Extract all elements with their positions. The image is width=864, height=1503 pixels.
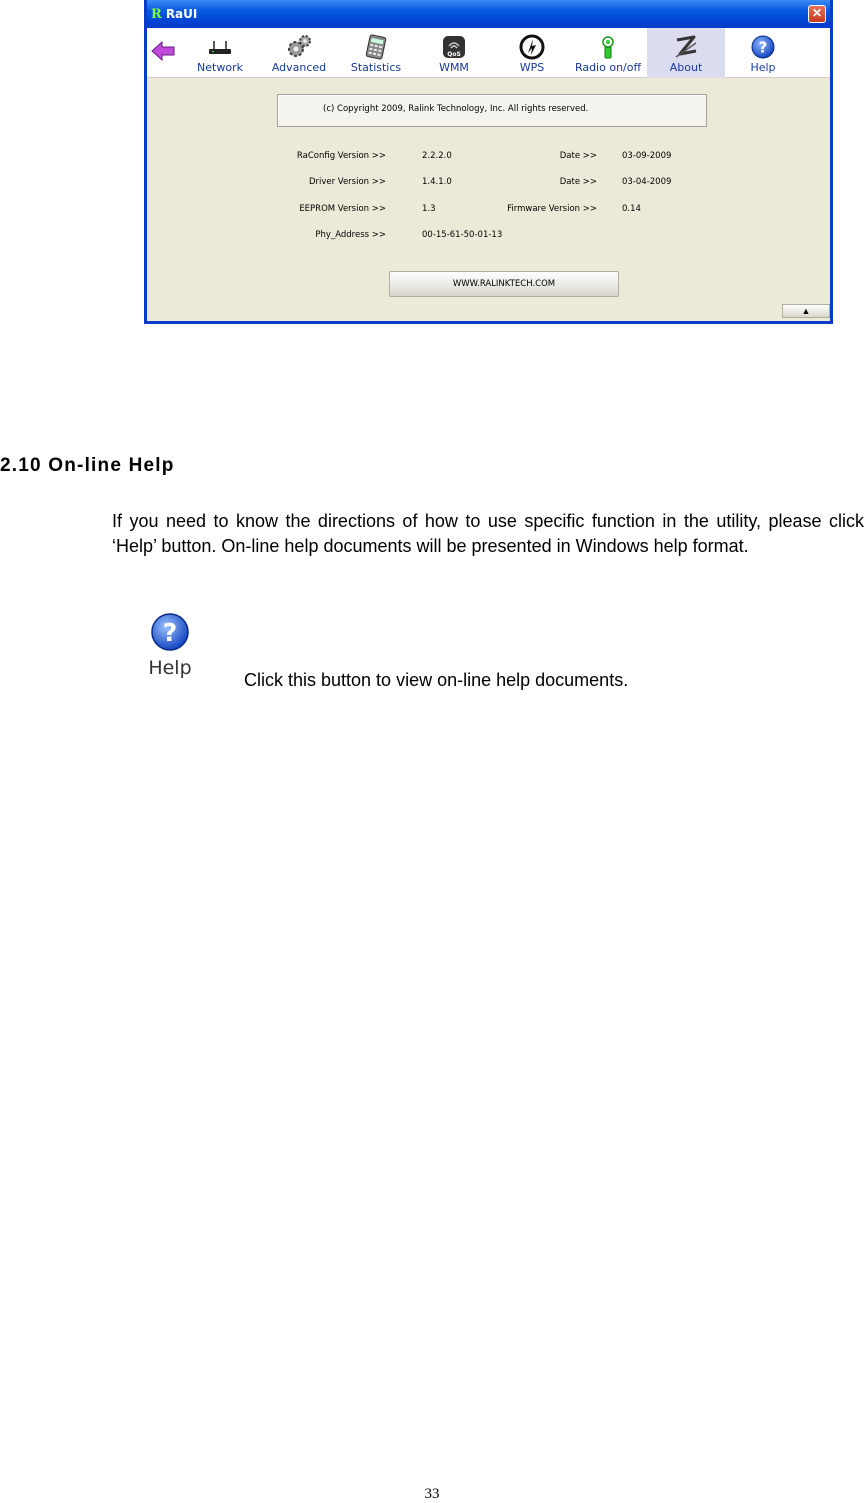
toolbar <box>147 28 830 78</box>
website-button[interactable]: WWW.RALINKTECH.COM <box>389 271 619 297</box>
copyright-text: (c) Copyright 2009, Ralink Technology, Inc. All rights reserved. <box>277 94 707 127</box>
eeprom-version-label: EEPROM Version >> <box>299 204 386 214</box>
qos-icon <box>440 33 468 61</box>
help-button-figure <box>144 610 196 682</box>
svg-text:?: ? <box>758 38 768 57</box>
help-icon <box>148 610 192 654</box>
svg-text:?: ? <box>162 618 178 647</box>
toolbar-radio-button[interactable] <box>569 28 647 78</box>
toolbar-radio-label: Radio on/off <box>574 61 642 74</box>
toolbar-network-button[interactable] <box>187 28 253 78</box>
toolbar-help-label: Help <box>750 61 776 74</box>
toolbar-advanced-button[interactable] <box>264 28 334 78</box>
close-button[interactable]: ✕ <box>808 5 826 23</box>
toolbar-wmm-label: WMM <box>439 61 469 74</box>
phy-address-label: Phy_Address >> <box>315 230 386 240</box>
body-paragraph: If you need to know the directions of how to use specific function in the utility, please click ‘Help’ button. On-line help documents will be presented in Windows help format. <box>112 511 864 556</box>
back-arrow-button[interactable] <box>150 38 176 64</box>
help-icon <box>749 33 777 61</box>
raconfig-date-value: 03-09-2009 <box>622 151 672 161</box>
toolbar-wmm-button[interactable] <box>421 28 487 78</box>
window-title: RaUI <box>165 7 198 21</box>
eeprom-version-value: 1.3 <box>422 204 436 214</box>
firmware-version-value: 0.14 <box>622 204 641 214</box>
raconfig-version-label: RaConfig Version >> <box>296 151 386 161</box>
raconfig-date-label: Date >> <box>559 151 597 161</box>
network-router-icon <box>206 33 234 61</box>
toolbar-statistics-button[interactable] <box>343 28 409 78</box>
antenna-icon <box>594 33 622 61</box>
raui-window <box>144 0 833 324</box>
title-bar <box>147 0 830 28</box>
section-heading: 2.10 On-line Help <box>0 455 175 476</box>
collapse-button[interactable]: ▲ <box>782 304 830 318</box>
ralink-logo-icon: R <box>151 6 162 22</box>
driver-version-value: 1.4.1.0 <box>422 177 452 187</box>
driver-date-value: 03-04-2009 <box>622 177 672 187</box>
toolbar-about-button[interactable] <box>647 28 725 78</box>
svg-text:QoS: QoS <box>447 51 461 58</box>
phy-address-value: 00-15-61-50-01-13 <box>422 230 503 240</box>
about-panel <box>147 78 830 321</box>
gears-icon <box>285 33 313 61</box>
toolbar-wps-label: WPS <box>519 61 545 74</box>
help-figure-label: Help <box>148 657 192 679</box>
toolbar-advanced-label: Advanced <box>271 61 327 74</box>
back-arrow-icon <box>150 38 176 64</box>
help-caption: Click this button to view on-line help documents. <box>244 670 629 690</box>
toolbar-about-label: About <box>669 61 703 74</box>
toolbar-statistics-label: Statistics <box>350 61 402 74</box>
driver-version-label: Driver Version >> <box>308 177 386 187</box>
calculator-icon <box>362 33 390 61</box>
firmware-version-label: Firmware Version >> <box>507 204 597 214</box>
driver-date-label: Date >> <box>559 177 597 187</box>
raconfig-version-value: 2.2.2.0 <box>422 151 452 161</box>
toolbar-help-button[interactable] <box>731 28 795 78</box>
about-icon <box>672 33 700 61</box>
toolbar-wps-button[interactable] <box>499 28 565 78</box>
toolbar-network-label: Network <box>197 61 243 74</box>
wps-icon <box>518 33 546 61</box>
page-number: 33 <box>424 1486 440 1502</box>
